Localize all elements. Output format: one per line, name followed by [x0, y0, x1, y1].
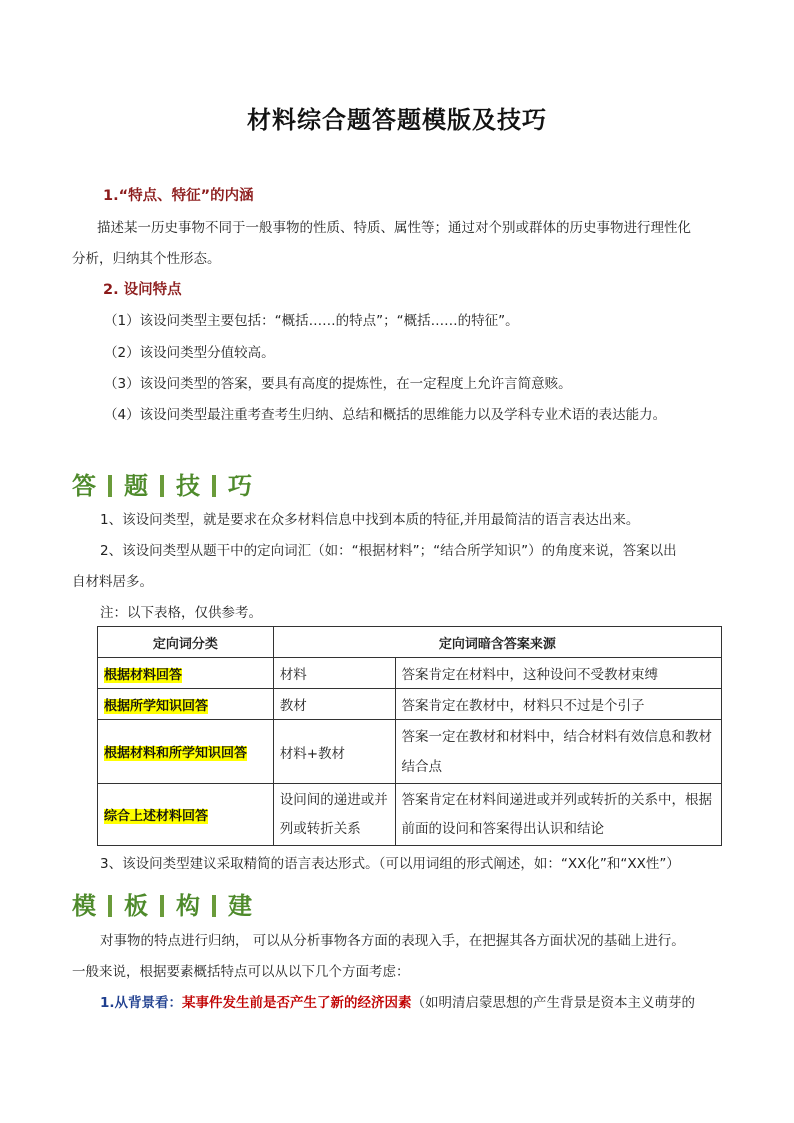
skills-paragraph-1: 1、该设问类型，就是要求在众多材料信息中找到本质的特征,并用最简洁的语言表达出来。 [100, 512, 640, 528]
table-row [98, 689, 722, 720]
table-header-source: 定向词暗含答案来源 [273, 627, 721, 658]
skills-section-heading [72, 466, 252, 501]
table-note: 注：以下表格，仅供参考。 [100, 605, 262, 621]
template-heading-char-1: 模 [72, 891, 96, 920]
table-header-category: 定向词分类 [98, 627, 274, 658]
template-item-1-rest: （如明清启蒙思想的产生背景是资本主义萌芽的 [411, 995, 696, 1011]
table-header-row [98, 627, 722, 658]
table-row-category: 综合上述材料回答 [104, 809, 209, 824]
template-paragraph-2: 一般来说，根据要素概括特点可以从以下几个方面考虑： [72, 964, 410, 980]
template-heading-char-4: 建 [228, 891, 252, 920]
section2-item-1: （1）该设问类型主要包括：“概括……的特点”；“概括……的特征”。 [104, 313, 519, 329]
table-row-category: 根据材料回答 [104, 667, 183, 683]
section2-item-4: （4）该设问类型最注重考查考生归纳、总结和概括的思维能力以及学科专业术语的表达能力。 [104, 407, 667, 423]
heading-separator [212, 895, 216, 917]
heading-separator [160, 895, 164, 917]
skills-heading-char-3: 技 [176, 471, 200, 500]
skills-heading-char-2: 题 [124, 471, 148, 500]
template-heading-char-2: 板 [124, 891, 148, 920]
table-row-source: 设问间的递进或并列或转折关系 [273, 784, 395, 846]
page-title: 材料综合题答题模版及技巧 [247, 106, 547, 134]
heading-separator [160, 475, 164, 497]
template-item-1-emphasis: 某事件发生前是否产生了新的经济因素 [182, 995, 412, 1011]
skills-paragraph-3: 3、该设问类型建议采取精简的语言表达形式。（可以用词组的形式阐述，如：“XX化”和“XX性”） [100, 856, 680, 872]
template-item-1 [100, 991, 695, 1011]
table-row [98, 784, 722, 846]
table-row-detail: 答案肯定在材料间递进或并列或转折的关系中，根据前面的设问和答案得出认识和结论 [395, 784, 721, 846]
skills-paragraph-2-line1: 2、该设问类型从题干中的定向词汇（如：“根据材料”；“结合所学知识”）的角度来说，答案以出 [100, 543, 677, 559]
table-row-detail: 答案肯定在教材中，材料只不过是个引子 [395, 689, 721, 720]
template-item-1-label: 1.从背景看： [100, 995, 183, 1011]
heading-separator [108, 895, 112, 917]
table-row-detail: 答案一定在教材和材料中，结合材料有效信息和教材结合点 [395, 720, 721, 784]
skills-heading-char-4: 巧 [228, 471, 252, 500]
section1-heading: 1.“特点、特征”的内涵 [103, 188, 254, 204]
table-row-source: 教材 [273, 689, 395, 720]
template-heading-char-3: 构 [176, 891, 200, 920]
table-row [98, 720, 722, 784]
heading-separator [108, 475, 112, 497]
template-section-heading [72, 886, 252, 921]
table-row-detail: 答案肯定在材料中，这种设问不受教材束缚 [395, 658, 721, 689]
section1-paragraph-line2: 分析，归纳其个性形态。 [72, 251, 221, 267]
table-row-source: 材料+教材 [273, 720, 395, 784]
section2-item-3: （3）该设问类型的答案，要具有高度的提炼性，在一定程度上允许言简意赅。 [104, 376, 572, 392]
table-row-category: 根据所学知识回答 [104, 698, 209, 714]
section1-paragraph-line1: 描述某一历史事物不同于一般事物的性质、特质、属性等；通过对个别或群体的历史事物进行理性化 [97, 220, 691, 236]
template-paragraph-1: 对事物的特点进行归纳， 可以从分析事物各方面的表现入手，在把握其各方面状况的基础上进行。 [100, 933, 685, 949]
table-row-category: 根据材料和所学知识回答 [104, 746, 248, 761]
skills-heading-char-1: 答 [72, 471, 96, 500]
table-row [98, 658, 722, 689]
heading-separator [212, 475, 216, 497]
table-row-source: 材料 [273, 658, 395, 689]
answer-source-table [97, 626, 722, 846]
section2-heading: 2. 设问特点 [103, 282, 182, 298]
section2-item-2: （2）该设问类型分值较高。 [104, 345, 275, 361]
skills-paragraph-2-line2: 自材料居多。 [72, 574, 153, 590]
